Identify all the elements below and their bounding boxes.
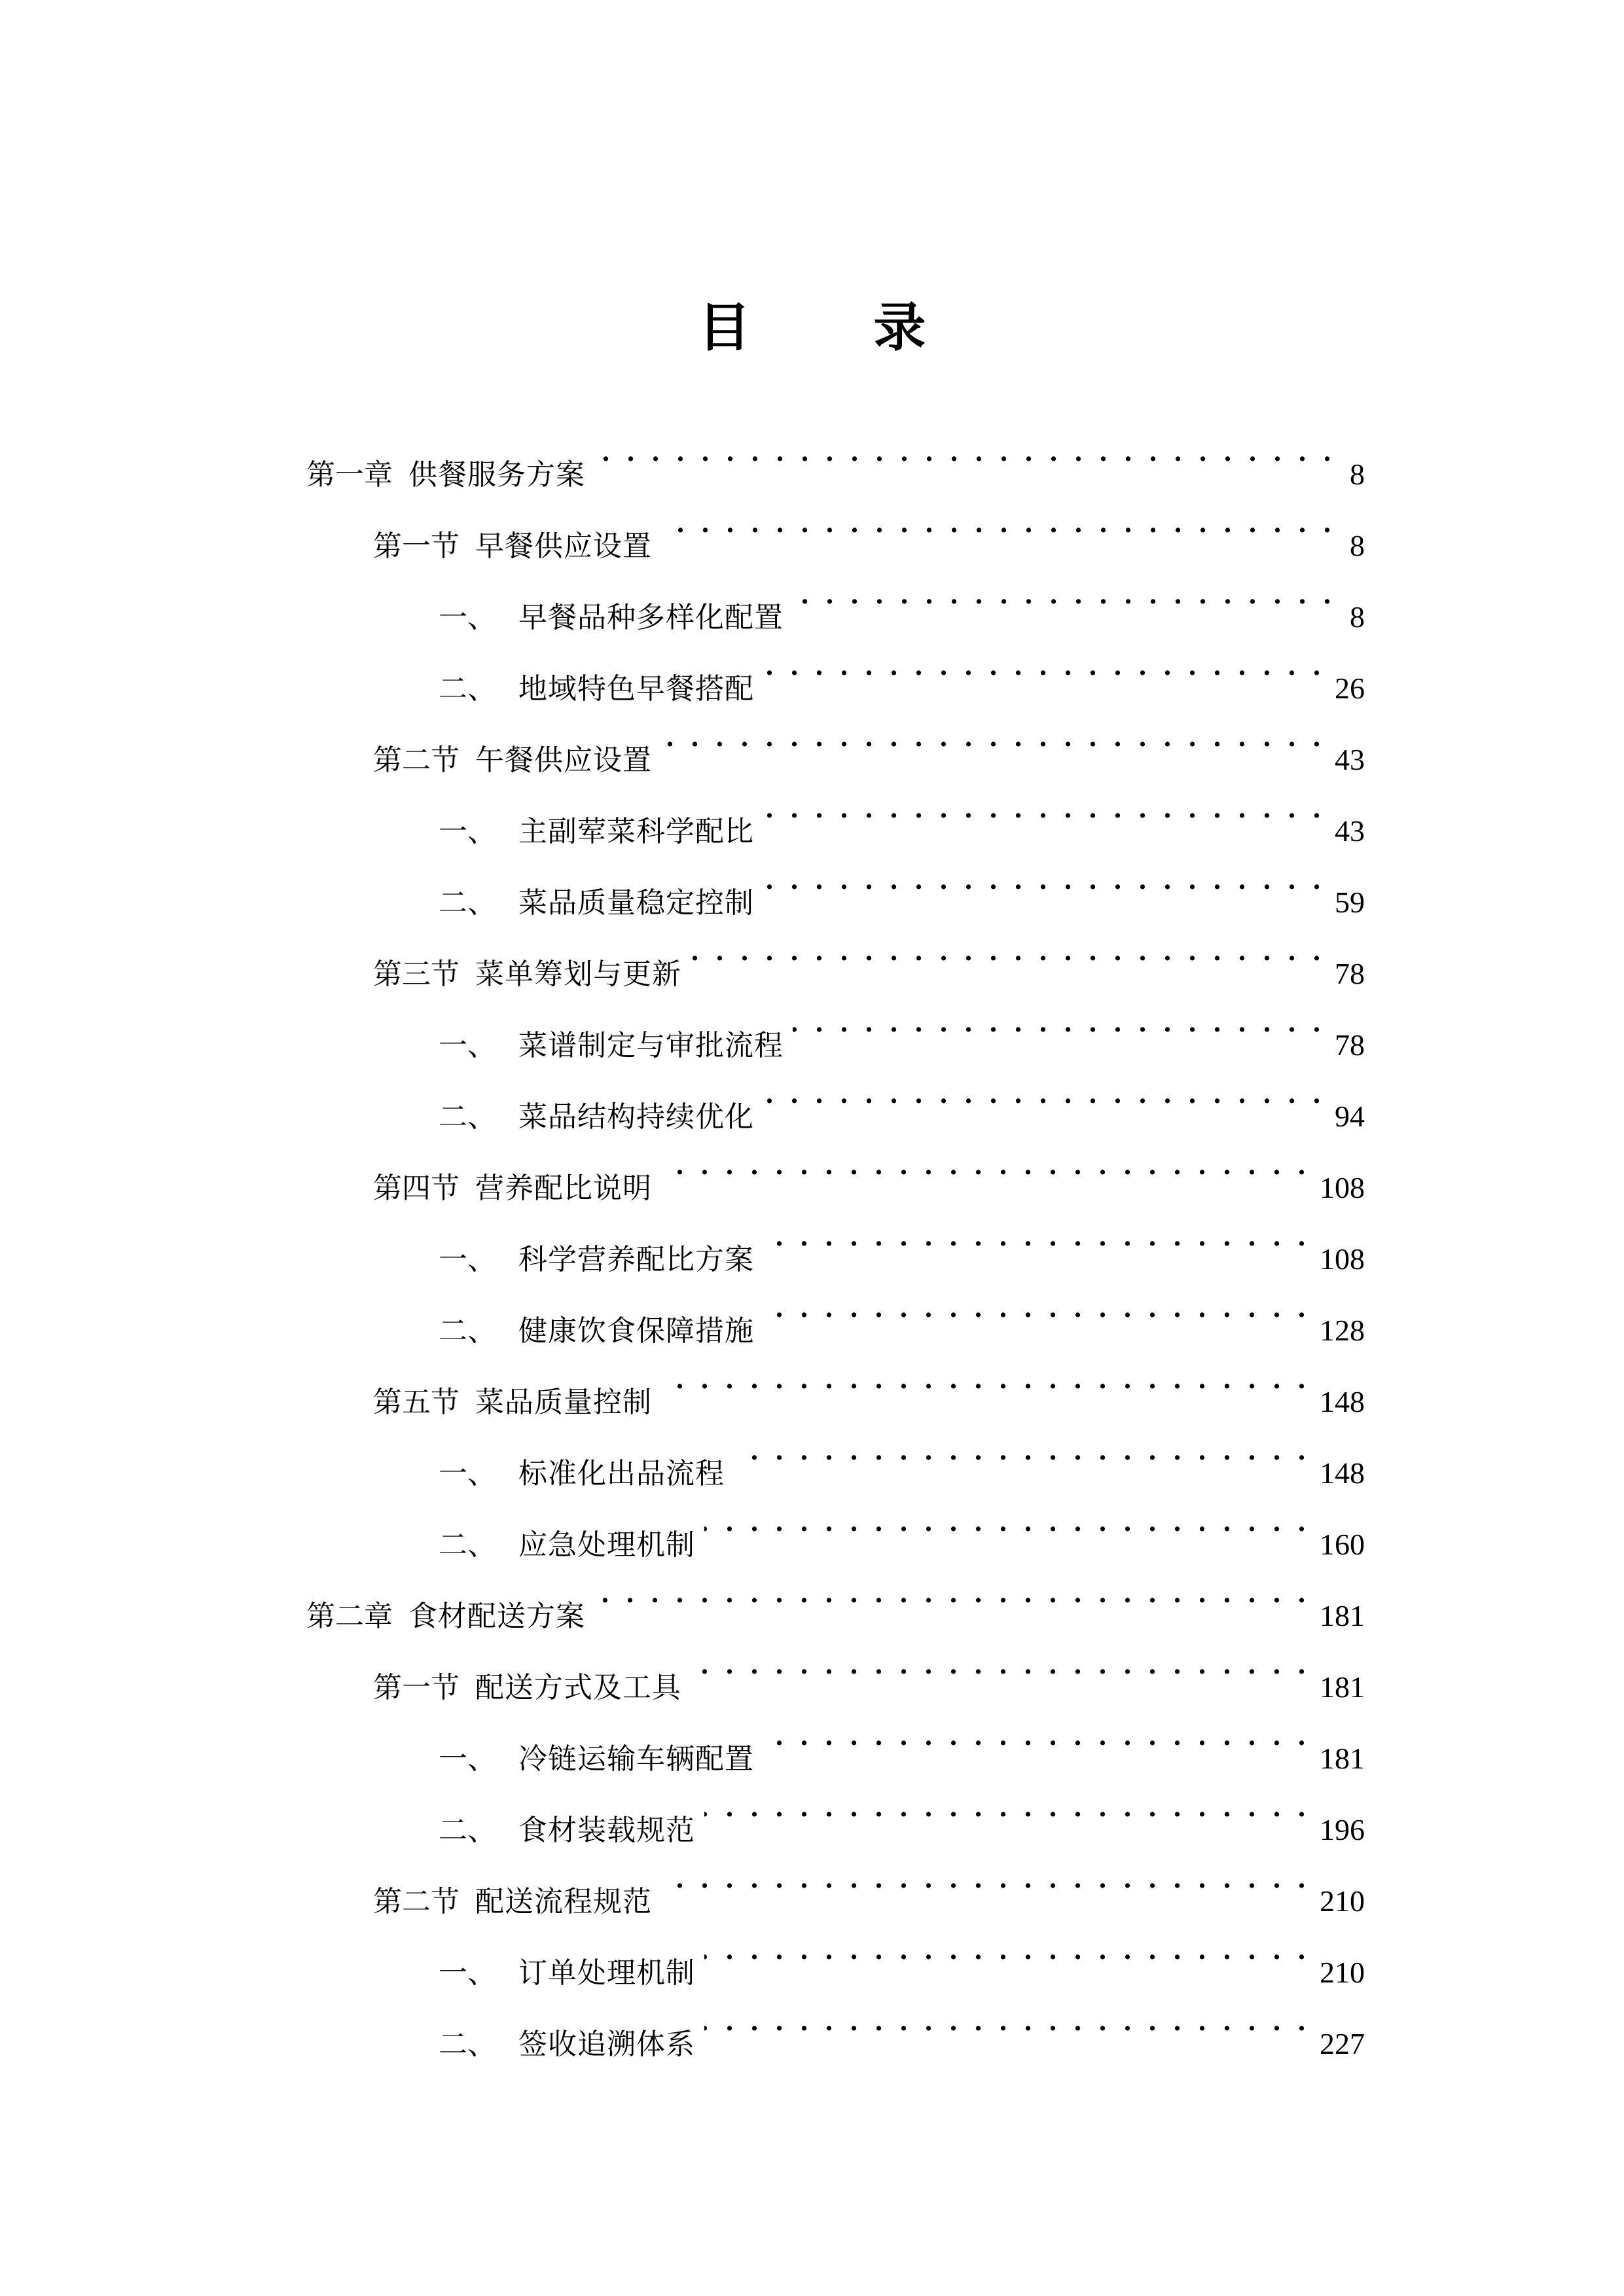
- toc-entry-subsection[interactable]: [439, 1988, 1365, 2061]
- dot-leader: [661, 1346, 1310, 1412]
- entry-number: 第二章: [306, 1600, 393, 1633]
- entry-number: 第二节: [373, 744, 460, 777]
- toc-entry-section[interactable]: [373, 1846, 1365, 1918]
- page-number: 78: [1335, 1028, 1365, 1062]
- entry-number: 二、: [439, 1814, 496, 1847]
- entry-number: 二、: [439, 672, 496, 706]
- entry-number: 二、: [439, 886, 496, 920]
- entry-number: 一、: [439, 1029, 496, 1062]
- toc-entry-subsection[interactable]: [439, 1418, 1365, 1490]
- entry-number: 第二节: [373, 1885, 460, 1918]
- entry-title: 配送方式及工具: [475, 1671, 681, 1704]
- entry-title: 标准化出品流程: [518, 1457, 725, 1490]
- toc-entry-section[interactable]: [373, 918, 1365, 991]
- toc-entry-section[interactable]: [373, 704, 1365, 777]
- toc-entry-chapter[interactable]: [306, 1560, 1365, 1633]
- dot-leader: [594, 419, 1336, 484]
- entry-title: 地域特色早餐搭配: [518, 672, 754, 706]
- dot-leader: [594, 1560, 1310, 1626]
- entry-title: 应急处理机制: [518, 1528, 695, 1562]
- entry-title: 菜谱制定与审批流程: [518, 1029, 784, 1062]
- dot-leader: [704, 1988, 1310, 2054]
- entry-number: 一、: [439, 1243, 496, 1276]
- dot-leader: [704, 1489, 1310, 1554]
- page-number: 8: [1350, 529, 1365, 562]
- entry-title: 冷链运输车辆配置: [518, 1742, 754, 1776]
- toc-entry-section[interactable]: [373, 1346, 1365, 1419]
- entry-title: 营养配比说明: [475, 1172, 652, 1205]
- dot-leader: [763, 633, 1326, 698]
- entry-number: 二、: [439, 1100, 496, 1134]
- toc-entry-section[interactable]: [373, 1132, 1365, 1205]
- dot-leader: [763, 847, 1326, 912]
- page-number: 26: [1335, 672, 1365, 705]
- page-number: 8: [1350, 457, 1365, 491]
- entry-title: 菜单筹划与更新: [475, 958, 681, 991]
- entry-title: 午餐供应设置: [475, 744, 652, 777]
- dot-leader: [763, 776, 1326, 841]
- page-number: 210: [1320, 1956, 1365, 1989]
- toc-entry-subsection[interactable]: [439, 1489, 1365, 1562]
- toc-entry-subsection[interactable]: [439, 1275, 1365, 1348]
- toc-entry-subsection[interactable]: [439, 776, 1365, 848]
- entry-number: 二、: [439, 2028, 496, 2061]
- dot-leader: [763, 1204, 1310, 1269]
- dot-leader: [793, 562, 1336, 627]
- page-number: 196: [1320, 1813, 1365, 1846]
- entry-number: 二、: [439, 1528, 496, 1562]
- dot-leader: [763, 1703, 1310, 1768]
- toc-entry-subsection[interactable]: [439, 1917, 1365, 1990]
- entry-number: 一、: [439, 1457, 496, 1490]
- entry-number: 一、: [439, 1956, 496, 1990]
- page-number: 78: [1335, 957, 1365, 990]
- toc-entry-subsection[interactable]: [439, 1204, 1365, 1276]
- entry-title: 配送流程规范: [475, 1885, 652, 1918]
- page-number: 181: [1320, 1670, 1365, 1704]
- page-number: 108: [1320, 1242, 1365, 1276]
- page-number: 108: [1320, 1171, 1365, 1204]
- page-title: 目 录: [698, 296, 979, 358]
- page-number: 8: [1350, 600, 1365, 634]
- toc-entry-chapter[interactable]: [306, 419, 1365, 492]
- toc-entry-subsection[interactable]: [439, 1703, 1365, 1776]
- page-number: 94: [1335, 1100, 1365, 1133]
- entry-title: 食材配送方案: [408, 1600, 585, 1633]
- toc-entry-subsection[interactable]: [439, 562, 1365, 634]
- page-number: 148: [1320, 1456, 1365, 1490]
- entry-title: 签收追溯体系: [518, 2028, 695, 2061]
- page-number: 59: [1335, 886, 1365, 919]
- entry-title: 早餐品种多样化配置: [518, 601, 784, 634]
- page-number: 181: [1320, 1742, 1365, 1775]
- entry-number: 第五节: [373, 1386, 460, 1419]
- dot-leader: [763, 1061, 1326, 1126]
- entry-number: 第一节: [373, 529, 460, 563]
- dot-leader: [704, 1774, 1310, 1840]
- entry-title: 健康饮食保障措施: [518, 1314, 754, 1348]
- page-number: 148: [1320, 1385, 1365, 1418]
- entry-number: 第三节: [373, 958, 460, 991]
- entry-title: 菜品质量稳定控制: [518, 886, 754, 920]
- dot-leader: [661, 704, 1326, 770]
- dot-leader: [793, 990, 1326, 1055]
- dot-leader: [661, 1132, 1310, 1198]
- toc-entry-section[interactable]: [373, 1632, 1365, 1704]
- toc-entry-subsection[interactable]: [439, 1061, 1365, 1134]
- dot-leader: [763, 1275, 1310, 1340]
- entry-title: 食材装载规范: [518, 1814, 695, 1847]
- entry-title: 菜品结构持续优化: [518, 1100, 754, 1134]
- dot-leader: [704, 1917, 1310, 1982]
- entry-number: 一、: [439, 1742, 496, 1776]
- entry-number: 第一节: [373, 1671, 460, 1704]
- toc-entry-subsection[interactable]: [439, 847, 1365, 920]
- page-number: 227: [1320, 2027, 1365, 2060]
- page-number: 160: [1320, 1528, 1365, 1561]
- dot-leader: [661, 1846, 1310, 1911]
- entry-title: 早餐供应设置: [475, 529, 652, 563]
- toc-entry-subsection[interactable]: [439, 633, 1365, 706]
- entry-title: 菜品质量控制: [475, 1386, 652, 1419]
- entry-number: 一、: [439, 601, 496, 634]
- page-number: 181: [1320, 1599, 1365, 1632]
- entry-title: 主副荤菜科学配比: [518, 815, 754, 848]
- entry-title: 订单处理机制: [518, 1956, 695, 1990]
- entry-number: 第四节: [373, 1172, 460, 1205]
- entry-title: 供餐服务方案: [408, 458, 585, 492]
- page-number: 128: [1320, 1314, 1365, 1347]
- page-number: 43: [1335, 743, 1365, 776]
- dot-leader: [661, 490, 1336, 556]
- page-number: 210: [1320, 1884, 1365, 1918]
- dot-leader: [734, 1418, 1310, 1483]
- entry-number: 第一章: [306, 458, 393, 492]
- page-number: 43: [1335, 814, 1365, 848]
- entry-number: 一、: [439, 815, 496, 848]
- toc-entry-section[interactable]: [373, 490, 1365, 563]
- entry-number: 二、: [439, 1314, 496, 1348]
- dot-leader: [691, 1632, 1310, 1697]
- toc-entry-subsection[interactable]: [439, 1774, 1365, 1847]
- entry-title: 科学营养配比方案: [518, 1243, 754, 1276]
- toc-entry-subsection[interactable]: [439, 990, 1365, 1062]
- dot-leader: [691, 918, 1326, 984]
